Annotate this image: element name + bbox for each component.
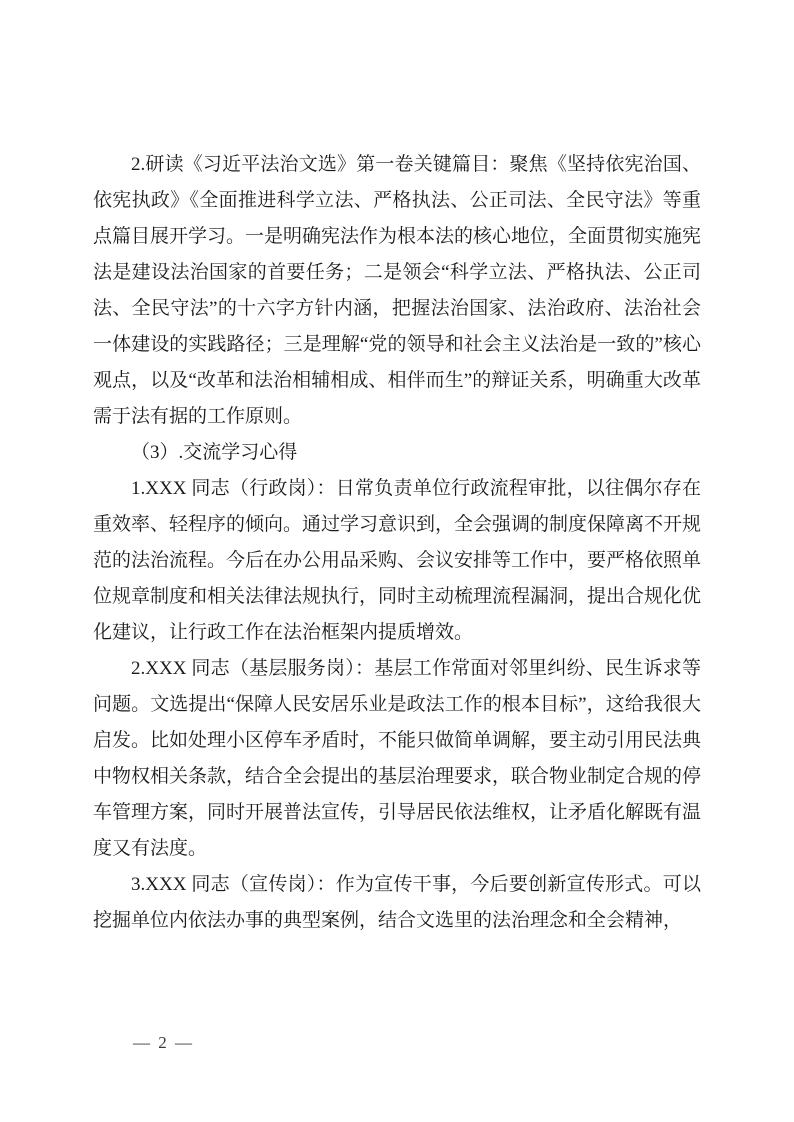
paragraph-comrade-3-publicity-post: 3.XXX 同志（宣传岗）：作为宣传干事，今后要创新宣传形式。可以挖掘单位内依法办事的典型案例，结合文选里的法治理念和全会精神， — [93, 874, 701, 931]
page-number: — 2 — — [133, 1033, 194, 1052]
paragraph-comrade-1-admin-post: 1.XXX 同志（行政岗）：日常负责单位行政流程审批，以往偶尔存在重效率、轻程序的倾向。通过学习意识到，全会强调的制度保障离不开规范的法治流程。今后在办公用品采购、会议安排等工作中，要严格依照单位规章制度和相关法律法规执行，同时主动梳理流程漏洞，提出合规化优化建议，让行政工作在法治框架内提质增效。 — [93, 478, 702, 643]
paragraph-comrade-2-grassroots-post: 2.XXX 同志（基层服务岗）：基层工作常面对邻里纠纷、民生诉求等问题。文选提出“保障人民安居乐业是政法工作的根本目标”，这给我很大启发。比如处理小区停车矛盾时，不能只做简单调解，要主动引用民法典中物权相关条款，结合全会提出的基层治理要求，联合物业制定合规的停车管理方案，同时开展普法宣传，引导居民依法维权，让矛盾化解既有温度又有法度。 — [93, 658, 702, 859]
paragraph-section-heading-exchange: （3）.交流学习心得 — [131, 442, 298, 463]
paragraph-study-key-articles: 2.研读《习近平法治文选》第一卷关键篇目：聚焦《坚持依宪治国、依宪执政》《全面推进科学立法、严格执法、公正司法、全民守法》等重点篇目展开学习。一是明确宪法作为根本法的核心地位，全面贯彻实施宪法是建设法治国家的首要任务；二是领会“科学立法、严格执法、公正司法、全民守法”的十六字方针内涵，把握法治国家、法治政府、法治社会一体建设的实践路径；三是理解“党的领导和社会主义法治是一致的”核心观点，以及“改革和法治相辅相成、相伴而生”的辩证关系，明确重大改革需于法有据的工作原则。 — [93, 154, 702, 427]
document-body — [93, 147, 701, 939]
